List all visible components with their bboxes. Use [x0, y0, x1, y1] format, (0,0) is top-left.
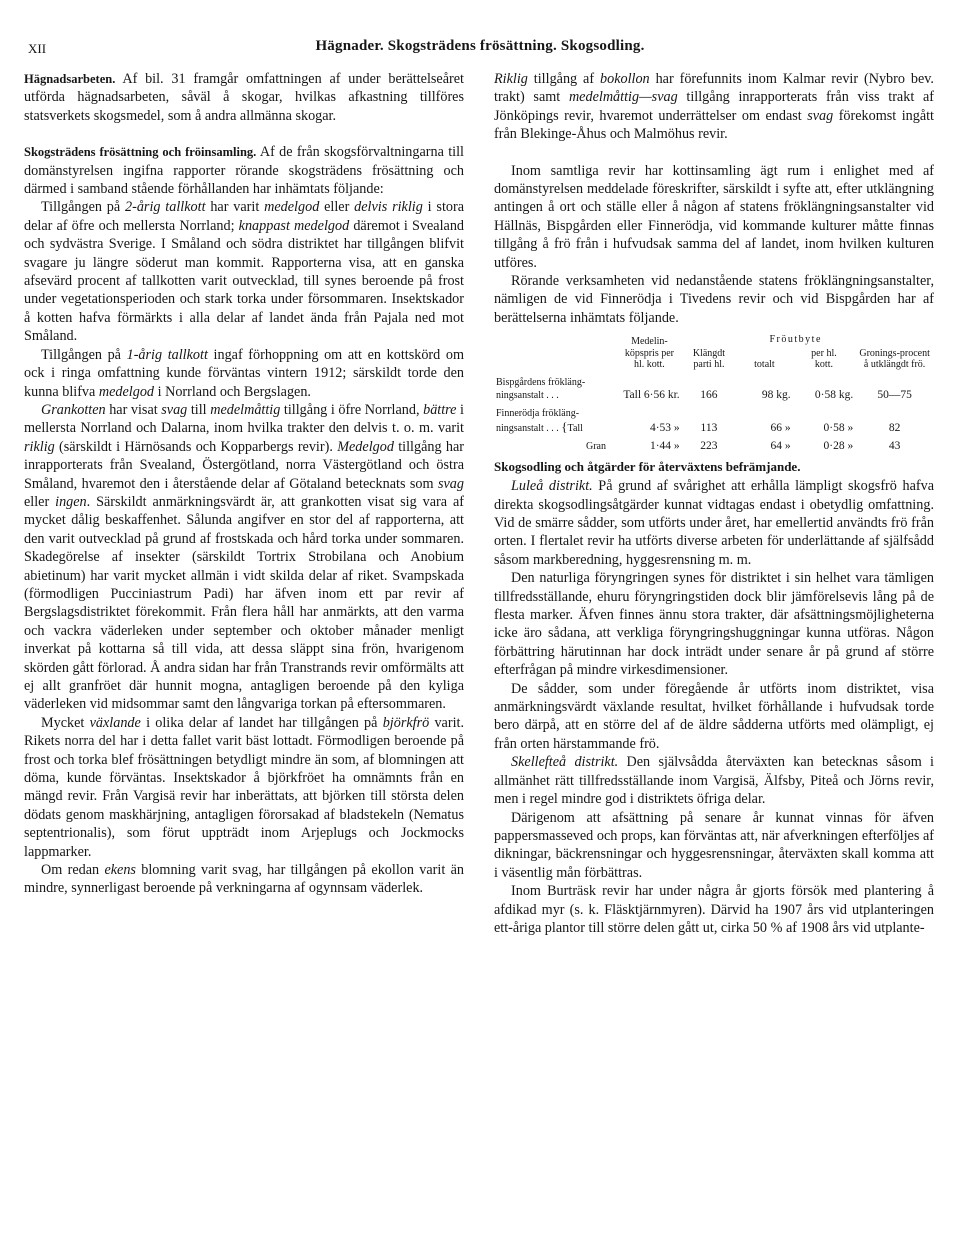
klangning-table: [494, 333, 934, 454]
paragraph-burtrask: Inom Burträsk revir har under några år gjorts försök med plantering å afdikad myr (s. k. Fläsktjärnmyren). Därvid ha 1907 års vid utplanteringen ett-åriga plantor till större delen gått ut, cirka 50 % af 1908 års vid utplante-: [494, 883, 934, 936]
paragraph-sadder: De sådder, som under föregående år utförts inom distriktet, visa anmärkningsvärdt växlande resultat, hvilket förhållande i hufvudsak torde bero därpå, att en större del af de äldre sådderna utförts med olämpligt, ej från orten härstammande frö.: [494, 680, 934, 752]
section-heading-skogsodling: Skogsodling och åtgärder för återväxtens befrämjande.: [494, 458, 801, 474]
section-heading: Skogsträdens frösättning och fröinsamling.: [24, 145, 257, 160]
col-header-price: Medelin-köpspris per hl. kott.: [624, 336, 674, 371]
left-column: [24, 70, 464, 898]
paragraph-bokollon: Riklig tillgång af bokollon har förefunnits inom Kalmar revir (Nybro bev. trakt) samt medelmåttig—svag tillgång inrapporterats från viss trakt af Jönköpings revir, hvaremot underrättelser om endast svag förekomst ingått från Blekinge-Åhus och Malmöhus revir.: [494, 71, 935, 143]
section-heading: Hägnadsarbeten.: [24, 72, 116, 86]
paragraph-hagnader: Hägnadsarbeten. Af bil. 31 framgår omfattningen af under berättelseåret utförda hägnadsarbeten, såväl å skogar, hvilkas afkastning tillföres statsverkets skogsmedel, som å andra allmänna skogar.: [24, 71, 464, 124]
table-row: Gran 1·44 » 223 64 » 0·28 » 43: [586, 439, 901, 452]
right-column: [494, 70, 934, 937]
table-row: Finnerödja frökläng-ningsanstalt . . . {Tall 4·53 » 113 66 » 0·58 » 82: [496, 407, 901, 434]
paragraph-ekollon: Om redan ekens blomning varit svag, har tillgången på ekollon varit än mindre, synnerligast beroende på verkningarna af ogynnsam väderlek.: [24, 862, 464, 897]
paragraph-afsattning: Därigenom att afsättning på senare år kunnat vinnas för äfven pappersmasseved och props, kan förväntas att, när afverkningen efterföljes af dikningar, bäckrensningar och hyggesrensningar, återväxten skall komma att i väsentlig mån förbättras.: [494, 809, 934, 881]
paragraph-grankotten: Grankotten har visat svag till medelmåttig tillgång i öfre Norrland, bättre i mellersta Norrland och Dalarna, inom hvilka trakter den delvis t. o. m. varit riklig (särskildt i Härnösands och Kopparbergs revir). Medelgod tillgång har inrapporterats från Svealand, Östergötland, norra Västergötland och östra Småland, hvaremot den i återstående delar af Götaland betecknats som svag eller ingen. Särskildt anmärkningsvärdt är, att grankotten visat sig vara af mycket dålig beskaffenhet. Sålunda angifver en stor del af rapporterna, att den varit outvecklad på grund af frostskada och hård torka under sommaren. Skadegörelse af insekter (särskildt Tortrix Strobilana och Anobium abietinum) har varit mycket allmän i vidt skilda delar af riket. Svampskada (förmodligen Pucciniastrum Padi) har äfven inom ett par revir af Bergslagsdistriktet förekommit. Från flera håll har anmärkts, att den varma och vackra väderleken under september och oktober månader menligt inverkat på kottarna så till vida, att dessa släppt sina frön, hvarigenom skörden gått förlorad. Å andra sidan har från Transtrands revir omförmälts att ej allt granfröet där hunnit mogna, antagligen beroende på den kyliga väderleken vid midsommar samt den långvariga torkan på eftersommaren.: [24, 401, 464, 713]
paragraph-frosattning: Skogsträdens frösättning och fröinsamling. Af de från skogsförvaltningarna till domänstyrelsen ingifna rapporter rörande skogsträdens frösättning och därmed i samband stående förhållanden har inhämtats följande:: [24, 144, 464, 198]
col-header-groning: Gronings-procent å utklängdt frö.: [859, 347, 930, 371]
paragraph-tallkott-2arig: Tillgången på 2-årig tallkott har varit medelgod eller delvis riklig i stora delar af öfre och mellersta Norrland; knappast medelgod däremot i Svealand och sydvästra Sverige. I Småland och södra distriktet har tillgången blifvit svagare ju längre söderut man kommit. Rapporterna visa, att en ganska afsevärd procent af tallkotten varit outvecklad, till synes beroende på frost under vegetationsperioden och stark torka under försommaren. Insektskador å kotten hafva förmärkts i alla delar af landet ända från Pajala ned mot Småland.: [24, 199, 465, 345]
paragraph-skelleftea: Skellefteå distrikt. Den självsådda återväxten kan betecknas såsom i allmänhet rätt tillfredsställande inom Vargisä, Älfsby, Piteå och Jörns revir, men i regel mindre god i distriktets öfriga delar.: [494, 754, 935, 808]
running-head: Hägnader. Skogsträdens frösättning. Skogsodling.: [315, 38, 645, 54]
paragraph-kottinsamling: Inom samtliga revir har kottinsamling ägt rum i enlighet med af domänstyrelsen meddelade föreskrifter, särskildt i syfte att, efter utklängning antingen å ort och ställe eller å någon af statens fröklängningsanstalter vid Hällnäs, Bispgården eller Finnerödja, vid kommande kulturer måtte finnas tillgång å frö från i hufvudsak samma del af landet, inom hvilken kulturen utföres.: [494, 162, 934, 271]
paragraph-bjorkfro: Mycket växlande i olika delar af landet har tillgången på björkfrö varit. Rikets norra del har i detta fallet varit bäst lottadt. Förmodligen beroende på frost och torka blef frösättningen betydligt mindre än som, af blomningen att döma, kunde förväntas. Insektskador å björkfröet ha omnämnts från en mängd revir. Från Vargisä revir har inberättats, att björken till största delen dödats genom maskhärjning, antagligen förorsakad af bladstekeln (Nematus septentrionalis), som förut uppträdt inom Arjeplugs och Jockmocks lappmarker.: [24, 714, 465, 860]
col-header-frobyte: Fröutbyte: [769, 334, 822, 346]
col-header-klangt: Klängdt parti hl.: [692, 347, 726, 371]
page-number: XII: [28, 41, 47, 56]
page-header: [0, 38, 960, 60]
table-header-row: [494, 333, 934, 347]
paragraph-tallkott-1arig: Tillgången på 1-årig tallkott ingaf förhoppning om att en kottskörd om ock i ringa omfattning kunde förväntas vintern 1912; särskildt torde den kunna blifva medelgod i Norrland och Bergslagen.: [24, 346, 464, 400]
col-header-totalt: totalt: [754, 359, 775, 371]
col-header-perhl: per hl. kott.: [811, 347, 837, 371]
table-row: Bispgårdens frökläng-ningsanstalt . . . Tall 6·56 kr. 166 98 kg. 0·58 kg. 50—75: [496, 376, 912, 401]
paragraph-lulea: Luleå distrikt. På grund af svårighet att erhålla lämpligt skogsfrö hafva direkta skogsodlingsåtgärder kunnat vidtagas endast i obetydlig omfattning. Vid de smärre sådder, som utförts under året, har emellertid användts frö från orten. I flertalet revir ha utförts diverse arbeten för underlättande af själfsådd såsom markberedning, hyggesrensning m. m.: [494, 478, 934, 568]
paragraph-anstalter: Rörande verksamheten vid nedanstående statens fröklängningsanstalter, nämligen de vid Finnerödja i Tivedens revir och vid Bispgården har af berättelserna inhämtats följande.: [494, 273, 934, 326]
paragraph-naturliga-foryngringen: Den naturliga föryngringen synes för distriktet i sin helhet vara tämligen tillfredsställande, ehuru föryngringstiden dock blir jämförelsevis lång på de flesta marker. Äfven finnes ännu stora trakter, där afsättningsmöjligheterna icke äro sådana, att verkliga föryngringshuggningar kunna utföras. Någon förbättring härutinnan har dock inträdt under senare år på grund af större efterfrågan på mindre virkesdimensioner.: [494, 570, 934, 679]
